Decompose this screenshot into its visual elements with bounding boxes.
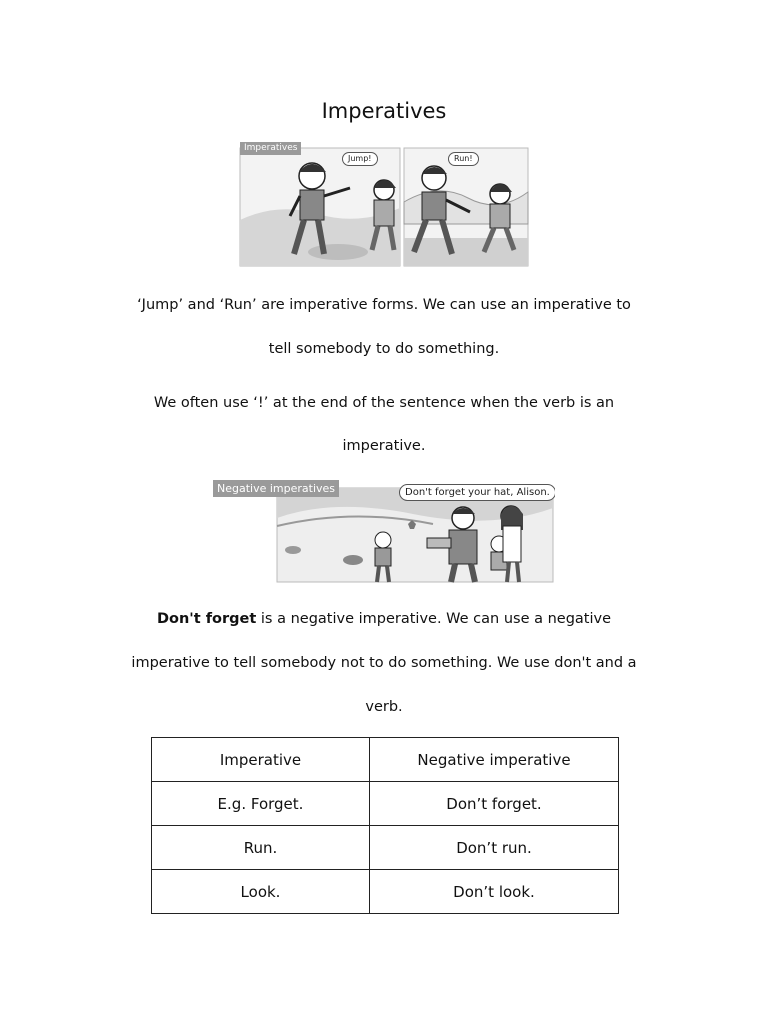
imperatives-illustration xyxy=(238,142,530,272)
speech-bubble-run: Run! xyxy=(448,152,479,166)
page-title: Imperatives xyxy=(321,99,447,123)
figure-label: Negative imperatives xyxy=(213,480,339,497)
cartoon-children-jumping-running xyxy=(238,142,530,272)
table-cell: Look. xyxy=(152,870,370,914)
paragraph-2-line-1: We often use ‘!’ at the end of the sentence when the verb is an xyxy=(153,395,615,411)
speech-bubble-dont-forget: Don't forget your hat, Alison. xyxy=(399,484,555,501)
table-cell: Run. xyxy=(152,826,370,870)
paragraph-1-line-1: ‘Jump’ and ‘Run’ are imperative forms. We can use an imperative to xyxy=(137,297,631,313)
negative-imperatives-illustration xyxy=(213,478,555,584)
speech-bubble-jump: Jump! xyxy=(342,152,378,166)
paragraph-3-line-3: verb. xyxy=(365,699,403,715)
table-header-cell: Imperative xyxy=(152,738,370,782)
table-header-cell: Negative imperative xyxy=(370,738,619,782)
table-cell: Don’t look. xyxy=(370,870,619,914)
table-row xyxy=(152,826,619,870)
table-header-row xyxy=(152,738,619,782)
table-row xyxy=(152,782,619,826)
paragraph-3-line-2: imperative to tell somebody not to do something. We use don't and a xyxy=(131,655,637,671)
table-cell: Don’t run. xyxy=(370,826,619,870)
figure-label: Imperatives xyxy=(240,142,301,155)
paragraph-1-line-2: tell somebody to do something. xyxy=(268,341,500,357)
table-row xyxy=(152,870,619,914)
bold-phrase: Don't forget xyxy=(156,611,257,627)
imperatives-table xyxy=(151,737,619,914)
table-cell: E.g. Forget. xyxy=(152,782,370,826)
paragraph-2-line-2: imperative. xyxy=(342,438,426,454)
table-cell: Don’t forget. xyxy=(370,782,619,826)
paragraph-3-line-1 xyxy=(100,609,668,629)
paragraph-3-line-1-rest: is a negative imperative. We can use a negative xyxy=(256,611,612,627)
